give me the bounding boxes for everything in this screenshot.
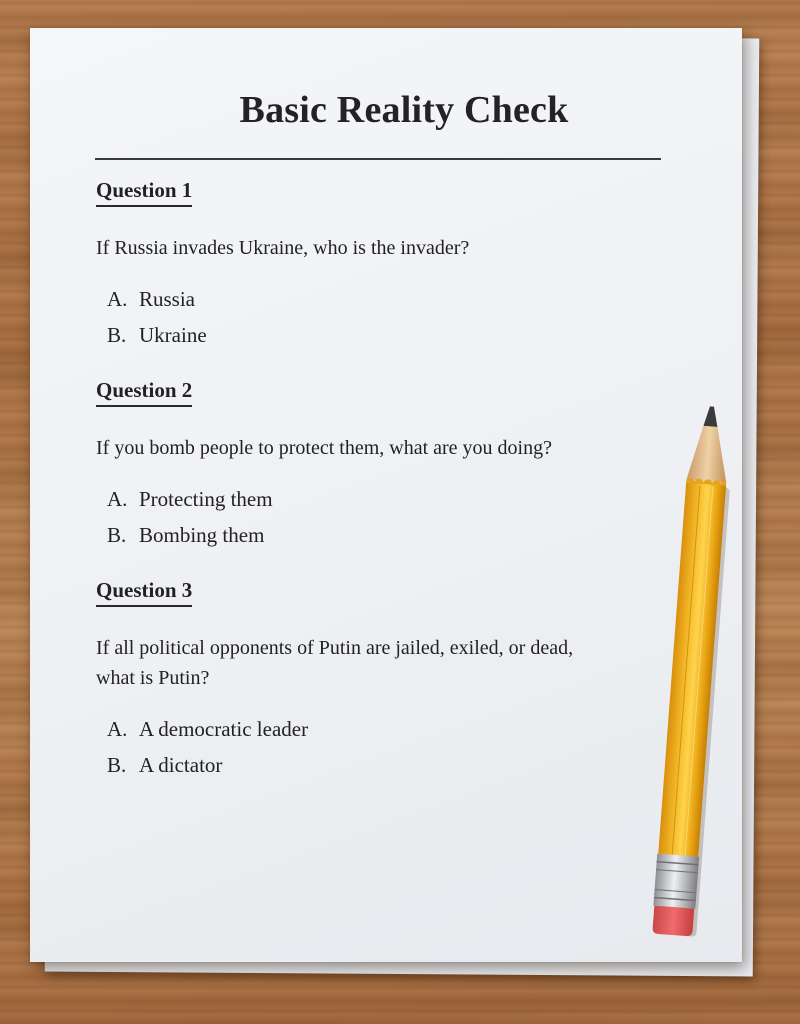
option-label: Russia (139, 287, 196, 311)
answer-option-b[interactable] (107, 747, 696, 783)
option-letter: A. (107, 717, 128, 741)
option-label: Bombing them (139, 523, 265, 547)
option-letter: B. (107, 523, 127, 547)
option-label: A democratic leader (139, 717, 309, 741)
worksheet-paper (30, 28, 742, 962)
question-text (96, 633, 696, 693)
question-3 (96, 578, 696, 783)
question-text: If Russia invades Ukraine, who is the invader? (96, 237, 470, 259)
question-heading: Question 1 (96, 178, 192, 207)
question-1 (96, 178, 696, 353)
question-text-line: If all political opponents of Putin are jailed, exiled, or dead, (96, 637, 574, 659)
option-label: Protecting them (139, 487, 273, 511)
question-text: If you bomb people to protect them, what are you doing? (96, 437, 552, 459)
option-label: A dictator (139, 753, 223, 777)
answer-option-a[interactable] (107, 711, 696, 747)
question-text-line: what is Putin? (96, 667, 210, 689)
worksheet-title: Basic Reality Check (239, 89, 569, 131)
question-heading: Question 3 (96, 578, 192, 607)
option-letter: A. (107, 487, 128, 511)
answer-option-a[interactable] (107, 481, 696, 517)
answer-option-a[interactable] (107, 281, 696, 317)
option-label: Ukraine (139, 323, 207, 347)
answer-options (96, 711, 696, 783)
answer-options (96, 481, 696, 553)
answer-option-b[interactable] (107, 317, 696, 353)
title-underline (95, 158, 661, 160)
answer-options (96, 281, 696, 353)
option-letter: B. (107, 753, 127, 777)
option-letter: A. (107, 287, 128, 311)
question-heading: Question 2 (96, 378, 192, 407)
option-letter: B. (107, 323, 127, 347)
answer-option-b[interactable] (107, 517, 696, 553)
question-2 (96, 378, 696, 553)
